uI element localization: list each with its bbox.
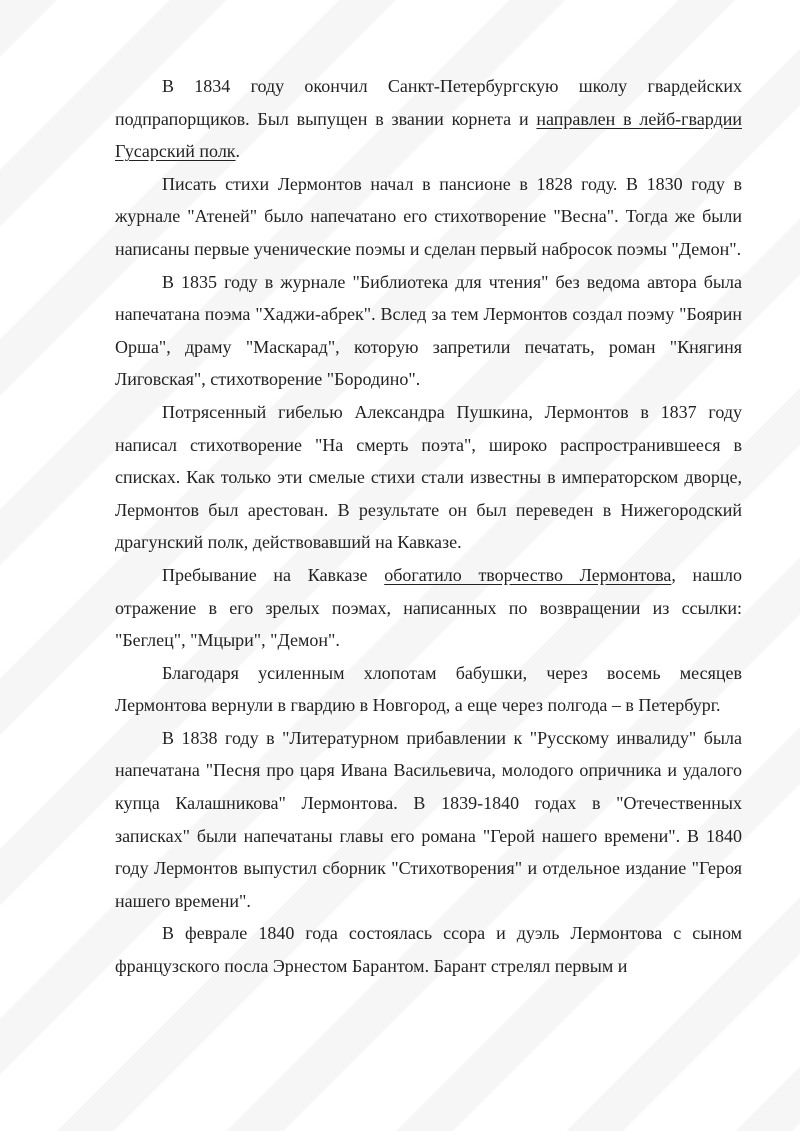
- link-enriched-lermontov-work[interactable]: обогатило творчество Лермонтова: [384, 564, 672, 585]
- paragraph-5-text-after: , нашло отражение в его зрелых поэмах, написанных по возвращении из ссылки: "Беглец", "Мцыри", "Демон".: [115, 564, 742, 651]
- paragraph-5-text-before: Пребывание на Кавказе: [162, 564, 385, 585]
- link-leib-guard-hussar-regiment[interactable]: направлен в лейб-гвардии Гусарский полк: [115, 108, 742, 162]
- paragraph-4: Потрясенный гибелью Александра Пушкина, Лермонтов в 1837 году написал стихотворение "На смерть поэта", широко распространившееся в списках. Как только эти смелые стихи стали известны в императорском дворце, Лермонтов был арестован. В результате он был переведен в Нижегородский драгунский полк, действовавший на Кавказе.: [115, 401, 742, 553]
- paragraph-8: В феврале 1840 года состоялась ссора и дуэль Лермонтова с сыном французского посла Эрнестом Барантом. Барант стрелял первым и: [115, 923, 742, 977]
- paragraph-1-text-before: В 1834 году окончил Санкт-Петербургскую школу гвардейских подпрапорщиков. Был выпущен в звании корнета и: [115, 76, 742, 129]
- paragraph-2: Писать стихи Лермонтов начал в пансионе в 1828 году. В 1830 году в журнале "Атеней" было напечатано его стихотворение "Весна". Тогда же были написаны первые ученические поэмы и сделан первый набросок поэмы "Демон".: [115, 173, 742, 259]
- paragraph-6: Благодаря усиленным хлопотам бабушки, через восемь месяцев Лермонтова вернули в гвардию в Новгород, а еще через полгода – в Петербург.: [115, 662, 742, 716]
- document-body: [115, 70, 742, 983]
- paragraph-5: [115, 559, 742, 657]
- paragraph-1-text-after: .: [235, 141, 241, 162]
- paragraph-1: [115, 70, 742, 168]
- paragraph-3: В 1835 году в журнале "Библиотека для чтения" без ведома автора была напечатана поэма "Хаджи-абрек". Вслед за тем Лермонтов создал поэму "Боярин Орша", драму "Маскарад", которую запретили печатать, роман "Княгиня Лиговская", стихотворение "Бородино".: [115, 271, 742, 390]
- paragraph-7: В 1838 году в "Литературном прибавлении к "Русскому инвалиду" была напечатана "Песня про царя Ивана Васильевича, молодого опричника и удалого купца Калашникова" Лермонтова. В 1839-1840 годах в "Отечественных записках" были напечатаны главы его романа "Герой нашего времени". В 1840 году Лермонтов выпустил сборник "Стихотворения" и отдельное издание "Героя нашего времени".: [115, 727, 742, 911]
